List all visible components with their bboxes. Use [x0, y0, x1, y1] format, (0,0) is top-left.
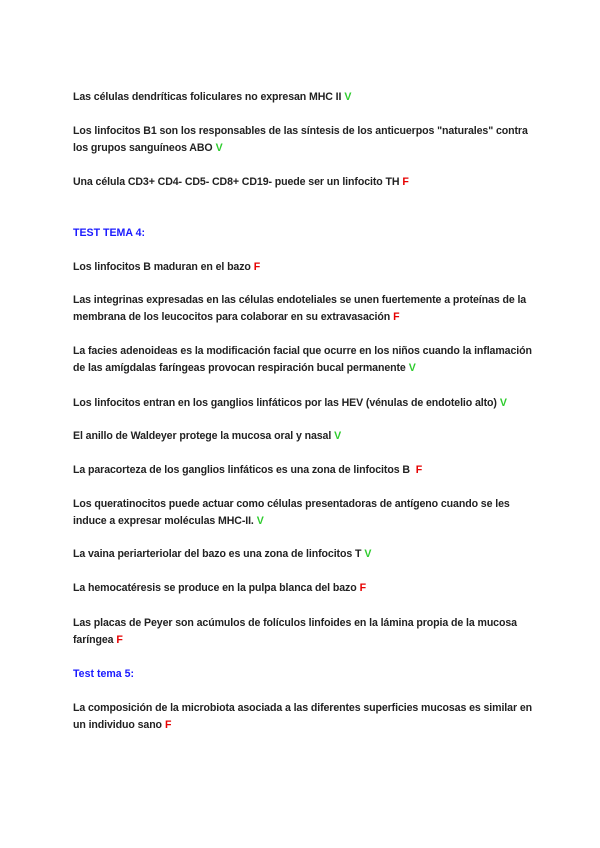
question-item [73, 580, 538, 597]
answer-badge: F [402, 176, 409, 188]
question-item [73, 462, 538, 479]
question-item [73, 259, 538, 276]
question-item [73, 89, 538, 106]
section-heading-test-5: Test tema 5: [73, 668, 135, 680]
question-text: Las integrinas expresadas en las células endoteliales se unen fuertemente a proteínas de la membrana de los leucocitos para colaborar en su extravasación [73, 294, 527, 323]
question-item [73, 123, 538, 157]
answer-badge: F [164, 719, 172, 731]
question-item [73, 292, 538, 326]
answer-badge: F [359, 582, 366, 594]
answer-badge: F [253, 261, 261, 273]
answer-badge: F [415, 464, 423, 476]
question-item [73, 395, 538, 412]
question-text: La paracorteza de los ganglios linfáticos es una zona de linfocitos B [73, 464, 413, 476]
answer-badge: F [116, 634, 123, 646]
question-text: Las células dendríticas foliculares no expresan MHC II [73, 91, 342, 103]
question-item [73, 546, 538, 563]
section-heading-test-4: TEST TEMA 4: [73, 227, 145, 239]
question-item [73, 496, 538, 530]
answer-badge: F [393, 311, 400, 323]
question-item [73, 343, 538, 377]
question-text: Los linfocitos entran en los ganglios linfáticos por las HEV (vénulas de endotelio alto) [73, 397, 497, 409]
question-text: Las placas de Peyer son acúmulos de folículos linfoides en la lámina propia de la mucosa faríngea [73, 617, 517, 646]
question-text: La facies adenoideas es la modificación facial que ocurre en los niños cuando la inflamación de las amígdalas faríngeas provocan respiración bucal permanente [73, 345, 532, 374]
answer-badge: V [344, 91, 352, 103]
question-item [73, 428, 538, 445]
question-text: Una célula CD3+ CD4- CD5- CD8+ CD19- puede ser un linfocito TH [73, 176, 400, 188]
question-text: El anillo de Waldeyer protege la mucosa oral y nasal [73, 430, 332, 442]
question-text: La hemocatéresis se produce en la pulpa blanca del bazo [73, 582, 357, 594]
answer-badge: V [215, 142, 223, 154]
answer-badge: V [364, 548, 372, 560]
answer-badge: V [256, 515, 264, 527]
question-item [73, 174, 538, 191]
question-text: La composición de la microbiota asociada a las diferentes superficies mucosas es similar en un individuo sano [73, 702, 532, 731]
question-text: Los queratinocitos puede actuar como células presentadoras de antígeno cuando se les induce a expresar moléculas MHC-II. [73, 498, 510, 527]
question-item [73, 700, 538, 734]
answer-badge: V [334, 430, 342, 442]
question-text: La vaina periarteriolar del bazo es una zona de linfocitos T [73, 548, 362, 560]
answer-badge: V [499, 397, 507, 409]
answer-badge: V [408, 362, 416, 374]
question-text: Los linfocitos B1 son los responsables de las síntesis de los anticuerpos "naturales" contra los grupos sanguíneos ABO [73, 125, 528, 154]
question-item [73, 615, 538, 649]
question-text: Los linfocitos B maduran en el bazo [73, 261, 251, 273]
